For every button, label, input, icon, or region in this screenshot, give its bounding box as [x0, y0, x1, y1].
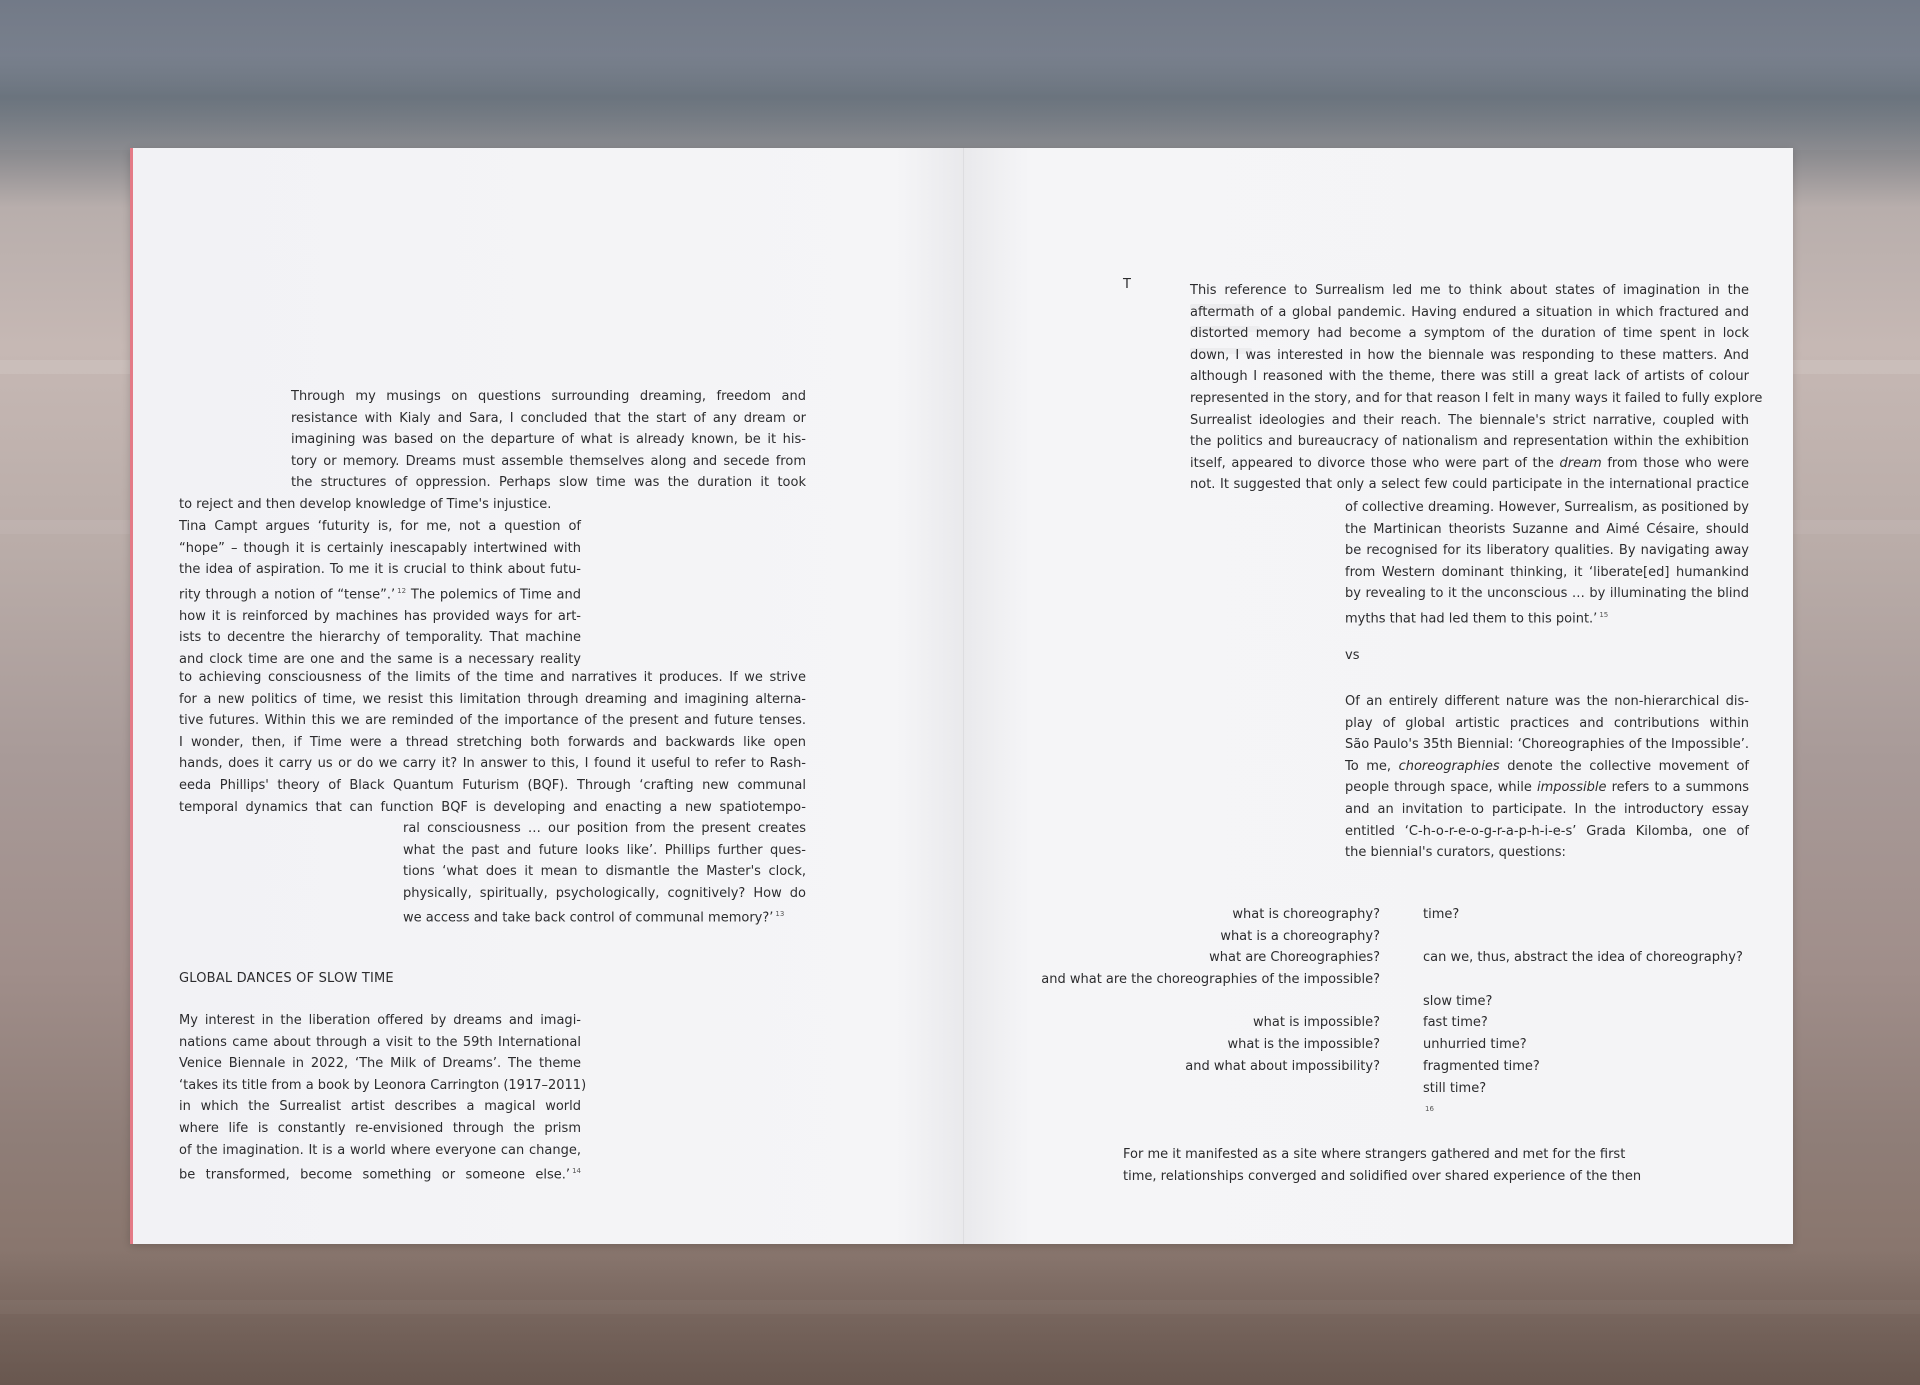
emphasis: dream: [1559, 455, 1602, 471]
emphasis: choreographies: [1398, 758, 1500, 774]
footnote-ref-15[interactable]: 15: [1599, 610, 1609, 619]
text-line: of the imagination. It is a world where everyone can change,: [179, 1142, 581, 1158]
text-line: the structures of oppression. Perhaps slow time was the duration it took: [291, 475, 806, 491]
question-line: and what are the choreographies of the impossible?: [1041, 972, 1380, 988]
text-line: entitled ‘C-h-o-r-e-o-g-r-a-p-h-i-e-s’ Grada Kilomba, one of: [1345, 823, 1749, 839]
text-line: be recognised for its liberatory qualities. By navigating away: [1345, 543, 1749, 559]
text-line: ral consciousness … our position from the present creates: [403, 821, 806, 836]
text-line: São Paulo's 35th Biennial: ‘Choreographies of the Impossible’.: [1345, 737, 1749, 753]
text-line: time, relationships converged and solidified over shared experience of the then: [1123, 1168, 1642, 1184]
drop-letter: T: [1123, 277, 1131, 292]
left-paragraph-2: [179, 1010, 587, 1186]
question-line: [1024, 1078, 1380, 1100]
question-line: what is impossible?: [1253, 1015, 1380, 1031]
text-line: to reject and then develop knowledge of Time's injustice.: [179, 497, 552, 512]
text-fragment: The polemics of Time and: [410, 587, 581, 603]
text-line: hands, does it carry us or do we carry it? In answer to this, I found it useful to refer to Rash-: [179, 756, 806, 772]
text-line: Tina Campt argues ‘futurity is, for me, not a question of: [179, 519, 581, 534]
text-line: although I reasoned with the theme, there was still a great lack of artists of colour: [1190, 369, 1749, 385]
text-line: tive futures. Within this we are reminded of the importance of the present and future tenses.: [179, 713, 806, 729]
quote-text: be transformed, become something or someone else.’: [179, 1167, 571, 1183]
text-fragment: denote the collective movement of: [1499, 758, 1750, 774]
text-line: represented in the story, and for that reason I felt in many ways it failed to fully explore: [1190, 390, 1763, 406]
left-paragraph-1-line: [179, 494, 599, 516]
question-line: slow time?: [1423, 993, 1493, 1009]
question-text: still time?: [1423, 1080, 1487, 1096]
question-line: what is choreography?: [1232, 907, 1380, 922]
question-line: [1423, 969, 1788, 991]
text-line: of collective dreaming. However, Surrealism, as positioned by: [1345, 500, 1749, 515]
text-line: tions ‘what does it mean to dismantle the Master's clock,: [403, 864, 806, 880]
text-line: imagining was based on the departure of what is already known, be it his-: [291, 432, 806, 448]
text-line: the politics and bureaucracy of nationalism and representation within the exhibition: [1190, 434, 1749, 450]
text-fragment: To me,: [1345, 758, 1399, 774]
closing-paragraph: [1123, 1144, 1735, 1187]
left-paragraph-1-top: [291, 386, 806, 494]
quote-text: rity through a notion of “tense”.’: [179, 587, 396, 603]
left-paragraph-1-indented: [403, 818, 806, 929]
text-line: [1190, 453, 1749, 475]
text-line: the Martinican theorists Suzanne and Aimé Césaire, should: [1345, 521, 1749, 537]
text-line: [179, 1161, 581, 1186]
text-line: and an invitation to participate. In the introductory essay: [1345, 801, 1749, 817]
footnote-ref-16[interactable]: 16: [1425, 1105, 1434, 1114]
text-line: by revealing to it the unconscious … by illuminating the blind: [1345, 586, 1749, 602]
text-line: the idea of aspiration. To me it is crucial to think about futu-: [179, 562, 581, 578]
text-line: what the past and future looks like’. Phillips further ques-: [403, 842, 806, 858]
text-line: in which the Surrealist artist describes a magical world: [179, 1099, 581, 1115]
text-line: play of global artistic practices and contributions within: [1345, 715, 1749, 731]
text-line: the biennial's curators, questions:: [1345, 845, 1566, 861]
background-ground: [0, 1250, 1920, 1385]
text-line: aftermath of a global pandemic. Having endured a situation in which fractured and: [1190, 304, 1749, 320]
text-fragment: refers to a summons: [1606, 780, 1749, 796]
text-fragment: from those who were: [1601, 455, 1749, 471]
text-line: down, I was interested in how the biennale was responding to these matters. And: [1190, 347, 1749, 363]
text-line: [1345, 605, 1749, 630]
text-line: eeda Phillips' theory of Black Quantum Futurism (BQF). Through ‘crafting new communal: [179, 777, 806, 793]
text-line: For me it manifested as a site where strangers gathered and met for the first: [1123, 1147, 1626, 1162]
text-line: I wonder, then, if Time were a thread stretching both forwards and backwards like open: [179, 734, 806, 750]
question-line: can we, thus, abstract the idea of choreography?: [1423, 950, 1743, 966]
text-line: for a new politics of time, we resist this limitation through dreaming and imagining alterna-: [179, 691, 806, 707]
text-line: Through my musings on questions surrounding dreaming, freedom and: [291, 389, 806, 404]
text-line: [1345, 756, 1749, 778]
right-paragraph-1-indented: [1345, 497, 1749, 630]
text-line: This reference to Surrealism led me to think about states of imagination in the: [1190, 283, 1749, 298]
quote-text: myths that had led them to this point.’: [1345, 611, 1598, 627]
text-line: and clock time are one and the same is a necessary reality: [179, 651, 581, 667]
question-line: fast time?: [1423, 1015, 1488, 1031]
text-line: “hope” – though it is certainly inescapably intertwined with: [179, 540, 581, 556]
right-paragraph-2: [1345, 691, 1749, 864]
question-line: time?: [1423, 907, 1460, 922]
left-paragraph-1-narrow: [179, 516, 581, 670]
text-line: resistance with Kialy and Sara, I concluded that the start of any dream or: [291, 410, 806, 426]
text-line: [179, 581, 581, 606]
question-line: [1423, 926, 1788, 948]
text-line: to achieving consciousness of the limits of the time and narratives it produces. If we strive: [179, 670, 806, 685]
questions-column-left: [1024, 904, 1380, 1099]
right-page: [964, 148, 1793, 1244]
question-line: [1423, 1078, 1788, 1114]
text-line: from Western dominant thinking, it ‘liberate[ed] humankind: [1345, 564, 1749, 580]
left-paragraph-1-wide: [179, 667, 806, 818]
text-line: distorted memory had become a symptom of the duration of time spent in lock: [1190, 326, 1749, 342]
versus-label: vs: [1345, 648, 1360, 663]
question-line: unhurried time?: [1423, 1037, 1527, 1053]
quote-text: we access and take back control of communal memory?’: [403, 910, 774, 926]
text-line: nations came about through a visit to the 59th International: [179, 1034, 581, 1050]
footnote-ref-13[interactable]: 13: [775, 910, 785, 919]
text-line: where life is constantly re-envisioned through the prism: [179, 1120, 581, 1136]
text-line: [403, 904, 806, 929]
text-line: Of an entirely different nature was the non-hierarchical dis-: [1345, 694, 1749, 709]
text-line: Surrealist ideologies and their reach. The biennale's strict narrative, coupled with: [1190, 412, 1749, 428]
question-line: [1024, 991, 1380, 1013]
text-fragment: itself, appeared to divorce those who were part of the: [1190, 455, 1560, 471]
question-line: what are Choreographies?: [1209, 950, 1380, 966]
text-fragment: people through space, while: [1345, 780, 1537, 796]
text-line: tory or memory. Dreams must assemble themselves along and secede from: [291, 453, 806, 469]
left-page: [133, 148, 963, 1244]
question-line: fragmented time?: [1423, 1058, 1540, 1074]
magazine-spread: [130, 148, 1793, 1244]
right-paragraph-1-top: [1190, 280, 1763, 496]
text-line: ‘takes its title from a book by Leonora Carrington (1917–2011): [179, 1077, 587, 1093]
text-line: My interest in the liberation offered by dreams and imagi-: [179, 1013, 581, 1028]
question-line: what is a choreography?: [1220, 928, 1380, 944]
text-line: [1345, 777, 1749, 799]
text-line: temporal dynamics that can function BQF is developing and enacting a new spatiotempo-: [179, 799, 806, 815]
background-sky: [0, 0, 1920, 150]
question-line: what is the impossible?: [1227, 1037, 1380, 1053]
text-line: physically, spiritually, psychologically, cognitively? How do: [403, 885, 806, 901]
footnote-ref-12[interactable]: 12: [397, 586, 407, 595]
section-heading: GLOBAL DANCES OF SLOW TIME: [179, 971, 394, 986]
text-line: ists to decentre the hierarchy of temporality. That machine: [179, 630, 581, 646]
text-line: not. It suggested that only a select few could participate in the international practice: [1190, 477, 1749, 493]
text-line: Venice Biennale in 2022, ‘The Milk of Dreams’. The theme: [179, 1056, 581, 1072]
emphasis: impossible: [1536, 780, 1607, 796]
question-line: and what about impossibility?: [1185, 1058, 1380, 1074]
questions-column-right: [1423, 904, 1788, 1114]
footnote-ref-14[interactable]: 14: [572, 1167, 581, 1176]
text-line: how it is reinforced by machines has provided ways for art-: [179, 608, 581, 624]
